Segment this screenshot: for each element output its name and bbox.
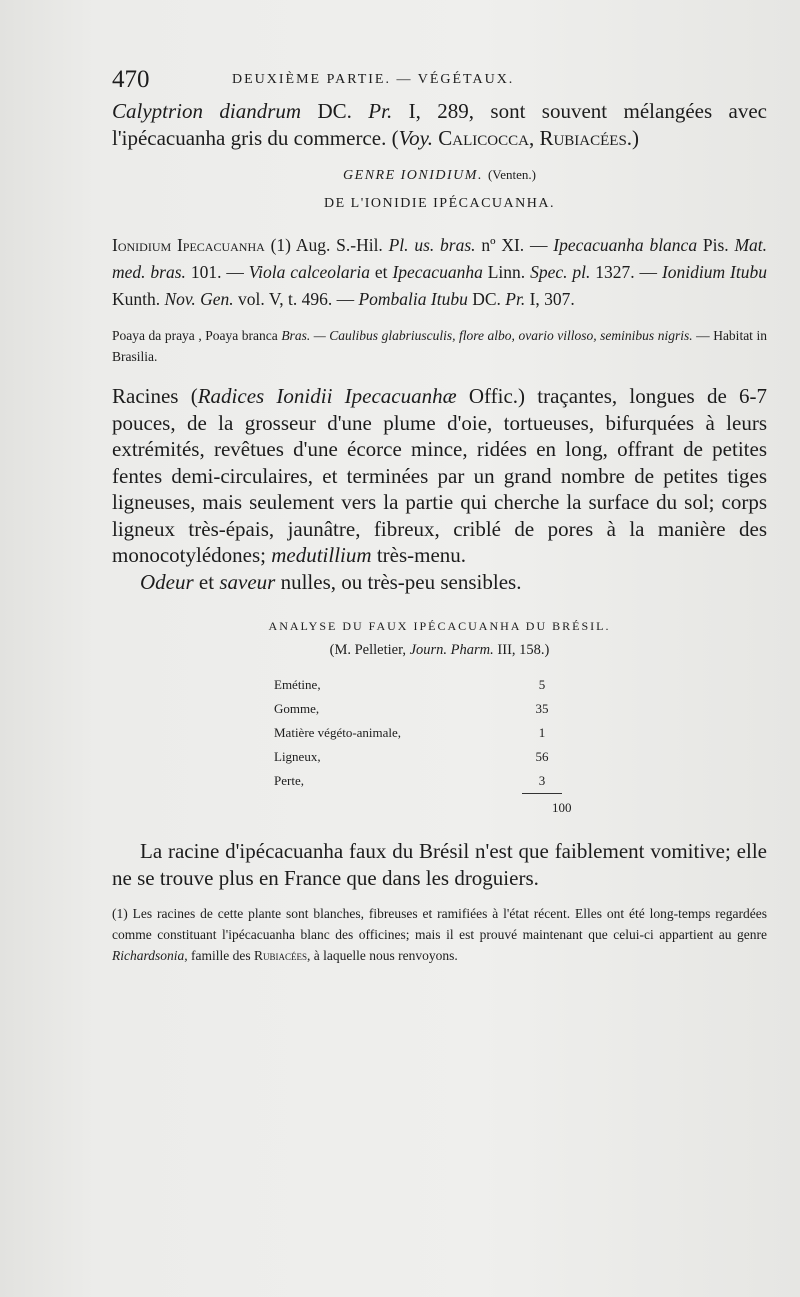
text-run: très-menu. [371, 543, 467, 567]
text-run: , à laquelle nous renvoyons. [307, 948, 458, 963]
text-run: Bras. — Caulibus glabriusculis, flore albo, ovario villoso, seminibus nigris. [281, 328, 693, 343]
genus-heading [112, 167, 767, 184]
composition-row [274, 745, 562, 769]
text-run: Offic.) traçantes, longues de 6-7 pouces, de la grosseur d'une plume d'oie, tortueuses, bifurquées à leurs extrémités, revêtues d'une écorce mince, ridées en long, offrant de petites fentes demi-circulaires, et terminées par un grand nombre de petites tiges ligneuses, mais seulement vers la partie qui cherche la surface du sol; corps ligneux très-épais, jaunâtre, fibreux, criblé de pores à la manière des monocotylédones; [112, 384, 768, 567]
text-run: , famille des [184, 948, 254, 963]
text-run: Voy. [398, 125, 433, 150]
text-run: DC. [301, 99, 369, 123]
text-run: Rubiacées [253, 948, 307, 963]
text-run: Ionidium Itubu [661, 262, 768, 282]
text-run: et [193, 569, 220, 594]
intro-paragraph [112, 98, 767, 151]
text-run: Pl. us. bras. [388, 235, 476, 255]
text-run: saveur [219, 569, 276, 594]
text-run: I, 307. [525, 289, 575, 309]
analysis-title: ANALYSE DU FAUX IPÉCACUANHA DU BRÉSIL. [268, 619, 611, 633]
genus-name: GENRE IONIDIUM. [343, 168, 483, 183]
text-run: Nov. Gen. [164, 289, 234, 309]
text-run: Pr. [505, 289, 526, 309]
text-run: Spec. pl. [530, 262, 591, 282]
text-run: Viola calceolaria [248, 262, 370, 282]
text-run: Journ. Pharm. [409, 642, 494, 658]
composition-row [274, 673, 562, 697]
text-run: .) [626, 125, 640, 150]
component-name: Ligneux, [274, 749, 321, 764]
text-run: Calicocca [438, 125, 529, 150]
text-run: vol. V, t. 496. — [233, 289, 359, 309]
text-run: medutillium [271, 543, 372, 567]
text-run: Calyptrion diandrum [112, 99, 302, 123]
description-paragraph [112, 383, 767, 569]
page-header [112, 66, 752, 96]
text-run: DC. [467, 289, 506, 309]
text-run: Pis. [697, 235, 735, 255]
component-value: 56 [535, 749, 549, 764]
composition-row [274, 769, 562, 794]
text-run: Radices Ionidii Ipecacuanhæ [197, 384, 457, 408]
page-number: 470 [112, 66, 150, 93]
running-head: DEUXIÈME PARTIE. — VÉGÉTAUX. [232, 72, 515, 87]
composition-total: 100 [552, 800, 572, 815]
text-run: (1) Aug. S.-Hil. [264, 235, 389, 255]
text-run: Poaya da praya , Poaya branca [112, 328, 282, 343]
text-run: Ipecacuanha blanca [553, 235, 698, 255]
component-name: Gomme, [274, 701, 320, 716]
text-run: nº XI. — [475, 235, 554, 255]
text-run: Pr. [368, 99, 393, 123]
component-value: 3 [522, 769, 562, 794]
text-run: 1327. — [590, 262, 662, 282]
text-run: Odeur [140, 569, 194, 594]
analysis-source [112, 642, 767, 659]
text-run: nulles, ou très-peu sensibles. [275, 569, 522, 594]
text-run: Pombalia Itubu [358, 289, 468, 309]
text-run: , [528, 125, 540, 150]
composition-table [274, 673, 562, 794]
text-run: Ionidium Ipecacuanha [112, 235, 265, 255]
component-value: 1 [538, 725, 546, 740]
text-run: Linn. [482, 262, 531, 282]
odor-paragraph [112, 569, 767, 596]
text-run: Ipecacuanha [392, 262, 483, 282]
component-name: Emétine, [274, 677, 321, 692]
composition-row [274, 697, 562, 721]
text-run: Kunth. [112, 289, 165, 309]
component-name: Matière végéto-animale, [274, 725, 402, 740]
composition-row [274, 721, 562, 745]
text-run: Rubiacées [539, 125, 627, 150]
text-run: et [370, 262, 393, 282]
text-run: 101. — [185, 262, 249, 282]
component-value: 5 [538, 677, 546, 692]
text-run: Richardsonia [112, 948, 185, 963]
genus-authority: (Venten.) [487, 167, 536, 182]
text-run: III, 158.) [493, 642, 550, 658]
page-body [112, 98, 767, 966]
footnote [112, 903, 767, 966]
species-heading: DE L'IONIDIE IPÉCACUANHA. [324, 196, 555, 211]
text-run: — Habitat in Brasilia. [112, 328, 767, 364]
text-run: (M. Pelletier, [329, 642, 410, 658]
text-run: I, 289, sont souvent mélangées avec l'ipécacuanha gris du commerce. ( [112, 99, 767, 150]
text-run: Racines ( [112, 384, 198, 408]
text-run: Mat. med. bras. [112, 235, 768, 282]
component-name: Perte, [274, 773, 304, 789]
latin-diagnosis [112, 325, 767, 367]
text-run: (1) Les racines de cette plante sont blanches, fibreuses et ramifiées à l'état récent. Elles ont été long-temps regardées comme constituant l'ipécacuanha blanc des officines; mais il est prouvé maintenant que celui-ci appartient au genre [112, 906, 767, 942]
synonymy-paragraph [112, 232, 767, 313]
component-value: 35 [535, 701, 549, 716]
conclusion-paragraph: La racine d'ipécacuanha faux du Brésil n'est que faiblement vomitive; elle ne se trouve plus en France que dans les droguiers. [112, 839, 767, 890]
